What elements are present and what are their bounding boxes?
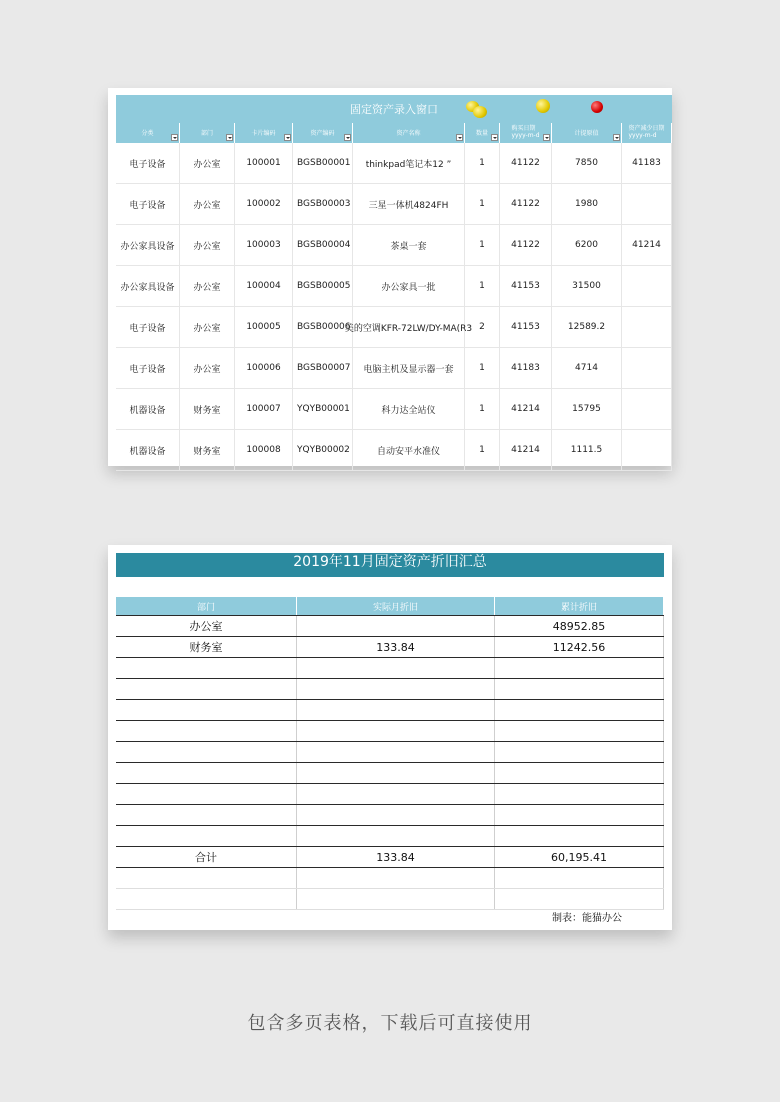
summary-cell[interactable]	[297, 616, 495, 636]
table-cell[interactable]: 科力达全站仪	[353, 389, 465, 429]
summary-cell[interactable]: 48952.85	[495, 616, 664, 636]
entry-header-cell: 数量	[465, 123, 500, 143]
summary-cell[interactable]	[116, 763, 297, 783]
yellow-indicator-icon	[536, 99, 550, 113]
summary-cell[interactable]	[297, 763, 495, 783]
table-row	[116, 307, 672, 348]
summary-cell[interactable]	[116, 784, 297, 804]
table-row	[116, 266, 672, 307]
summary-cell[interactable]	[495, 805, 664, 825]
table-cell[interactable]: 财务室	[180, 389, 235, 429]
table-cell[interactable]: 财务室	[180, 430, 235, 470]
summary-cell[interactable]	[116, 721, 297, 741]
entry-header-cell: 资产名称	[353, 123, 465, 143]
entry-header-cell: 资产减少日期 yyyy-m-d	[622, 123, 672, 143]
entry-header-cell: 计提原值	[552, 123, 622, 143]
summary-cell[interactable]	[297, 679, 495, 699]
table-cell[interactable]: 41214	[500, 389, 552, 429]
table-cell[interactable]: BGSB00007	[293, 348, 353, 388]
summary-sheet-title: 2019年11月固定资产折旧汇总	[116, 553, 664, 577]
summary-cell[interactable]: 60,195.41	[495, 847, 664, 867]
filter-dropdown-icon[interactable]	[226, 134, 233, 141]
entry-sheet-header-row	[116, 123, 672, 143]
filter-dropdown-icon[interactable]	[284, 134, 291, 141]
table-cell[interactable]: 办公家具设备	[116, 225, 180, 265]
entry-header-cell: 部门	[180, 123, 235, 143]
summary-cell[interactable]: 办公室	[116, 616, 297, 636]
table-cell[interactable]: 茶桌一套	[353, 225, 465, 265]
table-cell[interactable]: 办公室	[180, 348, 235, 388]
table-cell[interactable]: 41214	[622, 225, 672, 265]
summary-cell[interactable]	[297, 721, 495, 741]
table-cell[interactable]: BGSB00003	[293, 184, 353, 224]
entry-header-cell: 分类	[116, 123, 180, 143]
table-cell[interactable]: 6200	[552, 225, 622, 265]
table-cell[interactable]: 1	[465, 266, 500, 306]
entry-header-cell: 购买日期 yyyy-m-d	[500, 123, 552, 143]
summary-row	[116, 784, 664, 805]
summary-cell[interactable]: 133.84	[297, 847, 495, 867]
table-cell[interactable]: 31500	[552, 266, 622, 306]
summary-row	[116, 658, 664, 679]
filter-dropdown-icon[interactable]	[171, 134, 178, 141]
summary-cell[interactable]	[495, 784, 664, 804]
table-cell[interactable]: 自动安平水准仪	[353, 430, 465, 470]
table-cell[interactable]: BGSB00001	[293, 143, 353, 183]
table-cell[interactable]: 1	[465, 430, 500, 470]
filter-dropdown-icon[interactable]	[613, 134, 620, 141]
table-cell[interactable]: 41183	[622, 143, 672, 183]
summary-cell[interactable]: 合计	[116, 847, 297, 867]
table-cell[interactable]: 电子设备	[116, 307, 180, 347]
summary-cell[interactable]	[297, 742, 495, 762]
table-cell[interactable]: 41122	[500, 184, 552, 224]
table-cell[interactable]: 41153	[500, 266, 552, 306]
table-cell[interactable]: 机器设备	[116, 430, 180, 470]
filter-dropdown-icon[interactable]	[491, 134, 498, 141]
summary-cell[interactable]	[495, 742, 664, 762]
summary-cell[interactable]	[495, 679, 664, 699]
summary-cell[interactable]	[495, 721, 664, 741]
table-cell[interactable]: 办公室	[180, 225, 235, 265]
table-cell[interactable]: 三星一体机4824FH	[353, 184, 465, 224]
table-cell[interactable]: 100006	[235, 348, 293, 388]
red-indicator-icon	[591, 101, 603, 113]
table-row	[116, 143, 672, 184]
summary-cell[interactable]	[297, 784, 495, 804]
table-cell[interactable]	[622, 430, 672, 470]
table-cell[interactable]: 电脑主机及显示器一套	[353, 348, 465, 388]
table-row	[116, 389, 672, 430]
summary-cell[interactable]	[495, 658, 664, 678]
summary-cell[interactable]	[297, 805, 495, 825]
summary-cell[interactable]	[116, 679, 297, 699]
prepared-by-label: 制表：能猫办公	[552, 913, 622, 924]
table-cell[interactable]: 电子设备	[116, 143, 180, 183]
summary-cell[interactable]	[116, 868, 297, 888]
table-cell[interactable]	[622, 307, 672, 347]
summary-cell[interactable]	[495, 763, 664, 783]
entry-header-cell: 资产编码	[293, 123, 353, 143]
table-cell[interactable]: 1	[465, 143, 500, 183]
table-row	[116, 225, 672, 266]
summary-cell[interactable]	[297, 700, 495, 720]
table-cell[interactable]: 1	[465, 348, 500, 388]
table-cell[interactable]: 1	[465, 225, 500, 265]
table-cell[interactable]: 办公室	[180, 143, 235, 183]
table-cell[interactable]: YQYB00001	[293, 389, 353, 429]
table-cell[interactable]	[622, 266, 672, 306]
summary-cell[interactable]	[495, 868, 664, 888]
summary-header-cell: 累计折旧	[495, 597, 664, 615]
caption-text: 包含多页表格，下载后可直接使用	[247, 1013, 533, 1034]
summary-cell[interactable]	[116, 742, 297, 762]
summary-header-cell: 实际月折旧	[297, 597, 495, 615]
summary-cell[interactable]	[116, 805, 297, 825]
table-cell[interactable]: 1111.5	[552, 430, 622, 470]
summary-row	[116, 721, 664, 742]
table-cell[interactable]: 1	[465, 389, 500, 429]
summary-header-cell: 部门	[116, 597, 297, 615]
summary-total-row	[116, 847, 664, 868]
table-cell[interactable]: 41214	[500, 430, 552, 470]
summary-sheet-page	[108, 545, 672, 930]
table-cell[interactable]: 办公室	[180, 266, 235, 306]
table-cell[interactable]: 美的空调KFR-72LW/DY-MA(R3	[353, 307, 465, 347]
table-cell[interactable]	[622, 184, 672, 224]
summary-row	[116, 637, 664, 658]
table-cell[interactable]: 41122	[500, 143, 552, 183]
table-cell[interactable]: 7850	[552, 143, 622, 183]
summary-row	[116, 700, 664, 721]
entry-sheet-page	[108, 88, 672, 466]
table-cell[interactable]	[622, 389, 672, 429]
entry-sheet-title: 固定资产录入窗口	[116, 95, 672, 123]
table-cell[interactable]: 电子设备	[116, 348, 180, 388]
table-cell[interactable]: 电子设备	[116, 184, 180, 224]
summary-row	[116, 679, 664, 700]
table-cell[interactable]: 办公室	[180, 184, 235, 224]
summary-cell[interactable]: 11242.56	[495, 637, 664, 657]
table-cell[interactable]: 办公家具一批	[353, 266, 465, 306]
table-cell[interactable]: 100002	[235, 184, 293, 224]
summary-cell[interactable]	[116, 889, 297, 909]
table-cell[interactable]: 41153	[500, 307, 552, 347]
summary-cell[interactable]	[116, 826, 297, 846]
table-cell[interactable]: 41122	[500, 225, 552, 265]
summary-row	[116, 826, 664, 847]
table-cell[interactable]: 100005	[235, 307, 293, 347]
table-cell[interactable]: thinkpad笔记本12 ”	[353, 143, 465, 183]
table-cell[interactable]: 办公家具设备	[116, 266, 180, 306]
table-row	[116, 348, 672, 389]
summary-cell[interactable]	[495, 700, 664, 720]
table-cell[interactable]: 12589.2	[552, 307, 622, 347]
summary-row	[116, 742, 664, 763]
table-cell[interactable]: BGSB00004	[293, 225, 353, 265]
summary-cell[interactable]: 财务室	[116, 637, 297, 657]
table-cell[interactable]: 100004	[235, 266, 293, 306]
table-cell[interactable]: BGSB00006	[293, 307, 353, 347]
yellow-indicator-icon	[473, 106, 487, 118]
summary-row	[116, 616, 664, 637]
summary-cell[interactable]	[116, 658, 297, 678]
table-cell[interactable]: 机器设备	[116, 389, 180, 429]
table-cell[interactable]: 4714	[552, 348, 622, 388]
table-cell[interactable]: 100007	[235, 389, 293, 429]
table-cell[interactable]: 1980	[552, 184, 622, 224]
entry-header-cell: 卡片编码	[235, 123, 293, 143]
table-cell[interactable]: 办公室	[180, 307, 235, 347]
summary-cell[interactable]	[116, 700, 297, 720]
summary-row	[116, 889, 664, 910]
table-cell[interactable]: 100008	[235, 430, 293, 470]
filter-dropdown-icon[interactable]	[344, 134, 351, 141]
summary-cell[interactable]	[297, 868, 495, 888]
table-cell[interactable]: 100001	[235, 143, 293, 183]
table-row	[116, 430, 672, 471]
summary-row	[116, 868, 664, 889]
table-cell[interactable]: 100003	[235, 225, 293, 265]
filter-dropdown-icon[interactable]	[543, 134, 550, 141]
table-cell[interactable]: 41183	[500, 348, 552, 388]
summary-cell[interactable]	[495, 826, 664, 846]
summary-cell[interactable]	[297, 826, 495, 846]
filter-dropdown-icon[interactable]	[456, 134, 463, 141]
summary-cell[interactable]	[297, 889, 495, 909]
table-cell[interactable]: BGSB00005	[293, 266, 353, 306]
summary-row	[116, 763, 664, 784]
summary-cell[interactable]	[495, 889, 664, 909]
table-cell[interactable]: 15795	[552, 389, 622, 429]
summary-cell[interactable]: 133.84	[297, 637, 495, 657]
table-cell[interactable]	[622, 348, 672, 388]
table-row	[116, 184, 672, 225]
summary-cell[interactable]	[297, 658, 495, 678]
table-cell[interactable]: 1	[465, 184, 500, 224]
table-cell[interactable]: 2	[465, 307, 500, 347]
summary-sheet-header-row	[116, 597, 664, 616]
summary-row	[116, 805, 664, 826]
table-cell[interactable]: YQYB00002	[293, 430, 353, 470]
